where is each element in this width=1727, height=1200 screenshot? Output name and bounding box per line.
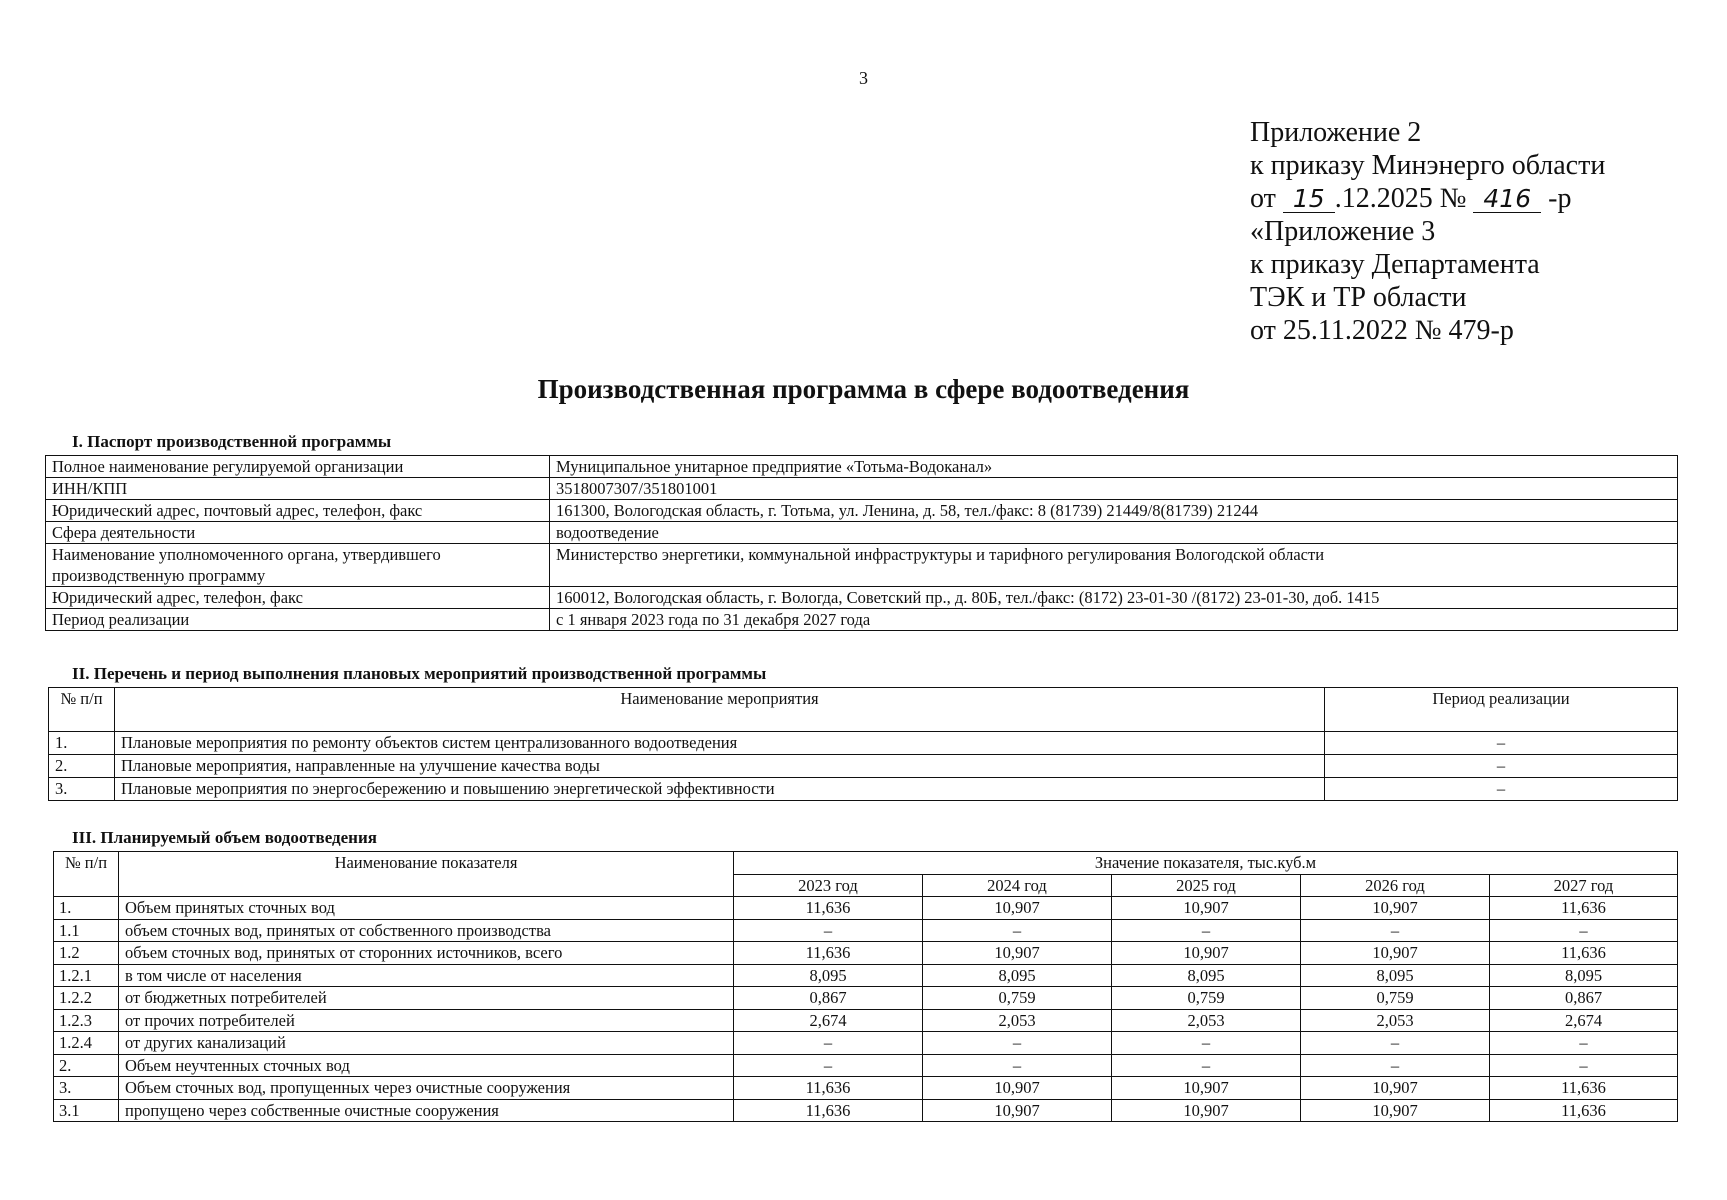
page-number: 3 <box>859 68 868 88</box>
indicator-value: 10,907 <box>1112 897 1301 920</box>
table-row <box>54 1054 1678 1077</box>
col-num-header: № п/п <box>54 852 119 897</box>
indicator-value: 2,053 <box>1112 1009 1301 1032</box>
passport-table <box>45 455 1678 631</box>
passport-value: Муниципальное унитарное предприятие «Тотьма-Водоканал» <box>550 456 1678 478</box>
indicator-num: 1.2.2 <box>54 987 119 1010</box>
indicator-value: – <box>734 919 923 942</box>
activity-num: 3. <box>49 778 115 801</box>
table-row <box>46 544 1678 587</box>
indicator-name: Объем сточных вод, пропущенных через очистные сооружения <box>119 1077 734 1100</box>
document-title: Производственная программа в сфере водоотведения <box>537 374 1190 404</box>
col-name-header: Наименование мероприятия <box>115 688 1325 732</box>
indicator-value: 8,095 <box>923 964 1112 987</box>
indicator-num: 1.1 <box>54 919 119 942</box>
table-row <box>46 609 1678 631</box>
section3-heading: III. Планируемый объем водоотведения <box>72 828 377 847</box>
indicator-value: 10,907 <box>1301 897 1490 920</box>
appendix-block <box>1250 116 1605 347</box>
indicator-value: – <box>1112 1054 1301 1077</box>
activity-name: Плановые мероприятия по ремонту объектов систем централизованного водоотведения <box>115 732 1325 755</box>
indicator-value: – <box>1301 1032 1490 1055</box>
passport-label: Период реализации <box>46 609 550 631</box>
indicator-name: от прочих потребителей <box>119 1009 734 1032</box>
appendix-date-line <box>1250 182 1605 215</box>
handwritten-day: 15 <box>1283 186 1335 213</box>
indicator-value: – <box>1301 1054 1490 1077</box>
year-header: 2024 год <box>923 874 1112 897</box>
indicator-value: 0,759 <box>1112 987 1301 1010</box>
passport-label: Наименование уполномоченного органа, утвердившего производственную программу <box>46 544 550 587</box>
indicator-value: 8,095 <box>1301 964 1490 987</box>
indicator-value: 11,636 <box>734 1077 923 1100</box>
indicator-num: 1.2.1 <box>54 964 119 987</box>
indicator-name: Объем принятых сточных вод <box>119 897 734 920</box>
passport-value: 3518007307/351801001 <box>550 478 1678 500</box>
col-name-header: Наименование показателя <box>119 852 734 897</box>
order-suffix: -р <box>1548 183 1572 214</box>
indicator-value: 11,636 <box>1490 897 1678 920</box>
indicator-value: 0,759 <box>1301 987 1490 1010</box>
passport-value: с 1 января 2023 года по 31 декабря 2027 года <box>550 609 1678 631</box>
activity-num: 2. <box>49 755 115 778</box>
indicator-value: 8,095 <box>1490 964 1678 987</box>
indicator-num: 3. <box>54 1077 119 1100</box>
indicator-value: 2,053 <box>923 1009 1112 1032</box>
table-row <box>46 587 1678 609</box>
section2-heading: II. Перечень и период выполнения плановых мероприятий производственной программы <box>72 664 767 683</box>
indicator-value: 10,907 <box>923 942 1112 965</box>
indicator-value: – <box>1112 1032 1301 1055</box>
activity-name: Плановые мероприятия по энергосбережению и повышению энергетической эффективности <box>115 778 1325 801</box>
table-row <box>49 778 1678 801</box>
indicator-value: 10,907 <box>1112 1099 1301 1122</box>
year-header: 2026 год <box>1301 874 1490 897</box>
table-row <box>54 897 1678 920</box>
table-row <box>46 500 1678 522</box>
indicator-value: 10,907 <box>1301 1077 1490 1100</box>
indicator-value: 10,907 <box>1301 942 1490 965</box>
indicator-value: – <box>923 1054 1112 1077</box>
section1-heading: I. Паспорт производственной программы <box>72 432 392 451</box>
indicator-value: 0,867 <box>1490 987 1678 1010</box>
passport-value: 160012, Вологодская область, г. Вологда, Советский пр., д. 80Б, тел./факс: (8172) 23-01-30 /(8172) 23-01-30, доб. 1415 <box>550 587 1678 609</box>
indicator-name: объем сточных вод, принятых от собственного производства <box>119 919 734 942</box>
year-header: 2025 год <box>1112 874 1301 897</box>
table-row <box>46 456 1678 478</box>
indicator-value: 2,674 <box>734 1009 923 1032</box>
indicator-name: пропущено через собственные очистные сооружения <box>119 1099 734 1122</box>
passport-label: Юридический адрес, телефон, факс <box>46 587 550 609</box>
appendix-line: ТЭК и ТР области <box>1250 282 1467 313</box>
indicator-name: объем сточных вод, принятых от сторонних источников, всего <box>119 942 734 965</box>
indicator-value: 0,759 <box>923 987 1112 1010</box>
indicator-num: 2. <box>54 1054 119 1077</box>
indicator-value: – <box>1112 919 1301 942</box>
passport-label: Юридический адрес, почтовый адрес, телефон, факс <box>46 500 550 522</box>
col-num-header: № п/п <box>49 688 115 732</box>
volume-table <box>53 851 1678 1122</box>
indicator-value: – <box>1490 1054 1678 1077</box>
indicator-value: 10,907 <box>1112 942 1301 965</box>
activity-period: – <box>1325 755 1678 778</box>
indicator-num: 1. <box>54 897 119 920</box>
activity-period: – <box>1325 732 1678 755</box>
appendix-line: к приказу Департамента <box>1250 249 1540 280</box>
activity-name: Плановые мероприятия, направленные на улучшение качества воды <box>115 755 1325 778</box>
table-row <box>49 732 1678 755</box>
indicator-value: – <box>734 1032 923 1055</box>
indicator-name: в том числе от населения <box>119 964 734 987</box>
activities-table <box>48 687 1678 801</box>
table-row <box>54 1009 1678 1032</box>
table-row <box>54 919 1678 942</box>
indicator-name: от бюджетных потребителей <box>119 987 734 1010</box>
handwritten-order-number: 416 <box>1473 186 1541 213</box>
passport-value: водоотведение <box>550 522 1678 544</box>
indicator-value: 10,907 <box>923 897 1112 920</box>
indicator-value: 10,907 <box>923 1099 1112 1122</box>
indicator-value: 10,907 <box>923 1077 1112 1100</box>
passport-label: Сфера деятельности <box>46 522 550 544</box>
appendix-line: Приложение 2 <box>1250 117 1422 148</box>
year-header: 2023 год <box>734 874 923 897</box>
table-row <box>49 755 1678 778</box>
indicator-value: 11,636 <box>734 942 923 965</box>
indicator-name: Объем неучтенных сточных вод <box>119 1054 734 1077</box>
table-row <box>54 987 1678 1010</box>
indicator-value: – <box>1301 919 1490 942</box>
indicator-num: 3.1 <box>54 1099 119 1122</box>
indicator-value: – <box>734 1054 923 1077</box>
indicator-value: – <box>923 919 1112 942</box>
table-row <box>54 1032 1678 1055</box>
table-row <box>54 942 1678 965</box>
passport-label: ИНН/КПП <box>46 478 550 500</box>
indicator-value: 2,674 <box>1490 1009 1678 1032</box>
indicator-value: 10,907 <box>1112 1077 1301 1100</box>
passport-value: 161300, Вологодская область, г. Тотьма, ул. Ленина, д. 58, тел./факс: 8 (81739) 21449/8(81739) 21244 <box>550 500 1678 522</box>
indicator-value: 10,907 <box>1301 1099 1490 1122</box>
indicator-value: – <box>923 1032 1112 1055</box>
table-row <box>54 1077 1678 1100</box>
table-row <box>54 964 1678 987</box>
indicator-value: 11,636 <box>1490 1077 1678 1100</box>
passport-label: Полное наименование регулируемой организации <box>46 456 550 478</box>
indicator-num: 1.2.4 <box>54 1032 119 1055</box>
indicator-value: 11,636 <box>734 1099 923 1122</box>
indicator-value: – <box>1490 919 1678 942</box>
date-prefix: от <box>1250 183 1276 214</box>
indicator-value: 11,636 <box>734 897 923 920</box>
col-period-header: Период реализации <box>1325 688 1678 732</box>
activity-period: – <box>1325 778 1678 801</box>
indicator-value: 2,053 <box>1301 1009 1490 1032</box>
table-row <box>54 1099 1678 1122</box>
indicator-value: 0,867 <box>734 987 923 1010</box>
indicator-num: 1.2.3 <box>54 1009 119 1032</box>
passport-value: Министерство энергетики, коммунальной инфраструктуры и тарифного регулирования Вологодской области <box>550 544 1678 587</box>
appendix-line: «Приложение 3 <box>1250 216 1436 247</box>
table-row <box>46 522 1678 544</box>
table-row <box>46 478 1678 500</box>
indicator-value: 11,636 <box>1490 942 1678 965</box>
indicator-num: 1.2 <box>54 942 119 965</box>
indicator-name: от других канализаций <box>119 1032 734 1055</box>
indicator-value: 11,636 <box>1490 1099 1678 1122</box>
appendix-line: к приказу Минэнерго области <box>1250 150 1606 181</box>
appendix-line: от 25.11.2022 № 479-р <box>1250 315 1514 346</box>
indicator-value: 8,095 <box>734 964 923 987</box>
indicator-value: – <box>1490 1032 1678 1055</box>
year-header: 2027 год <box>1490 874 1678 897</box>
indicator-value: 8,095 <box>1112 964 1301 987</box>
activity-num: 1. <box>49 732 115 755</box>
value-group-header: Значение показателя, тыс.куб.м <box>734 852 1678 875</box>
date-rest: .12.2025 № <box>1334 183 1467 214</box>
